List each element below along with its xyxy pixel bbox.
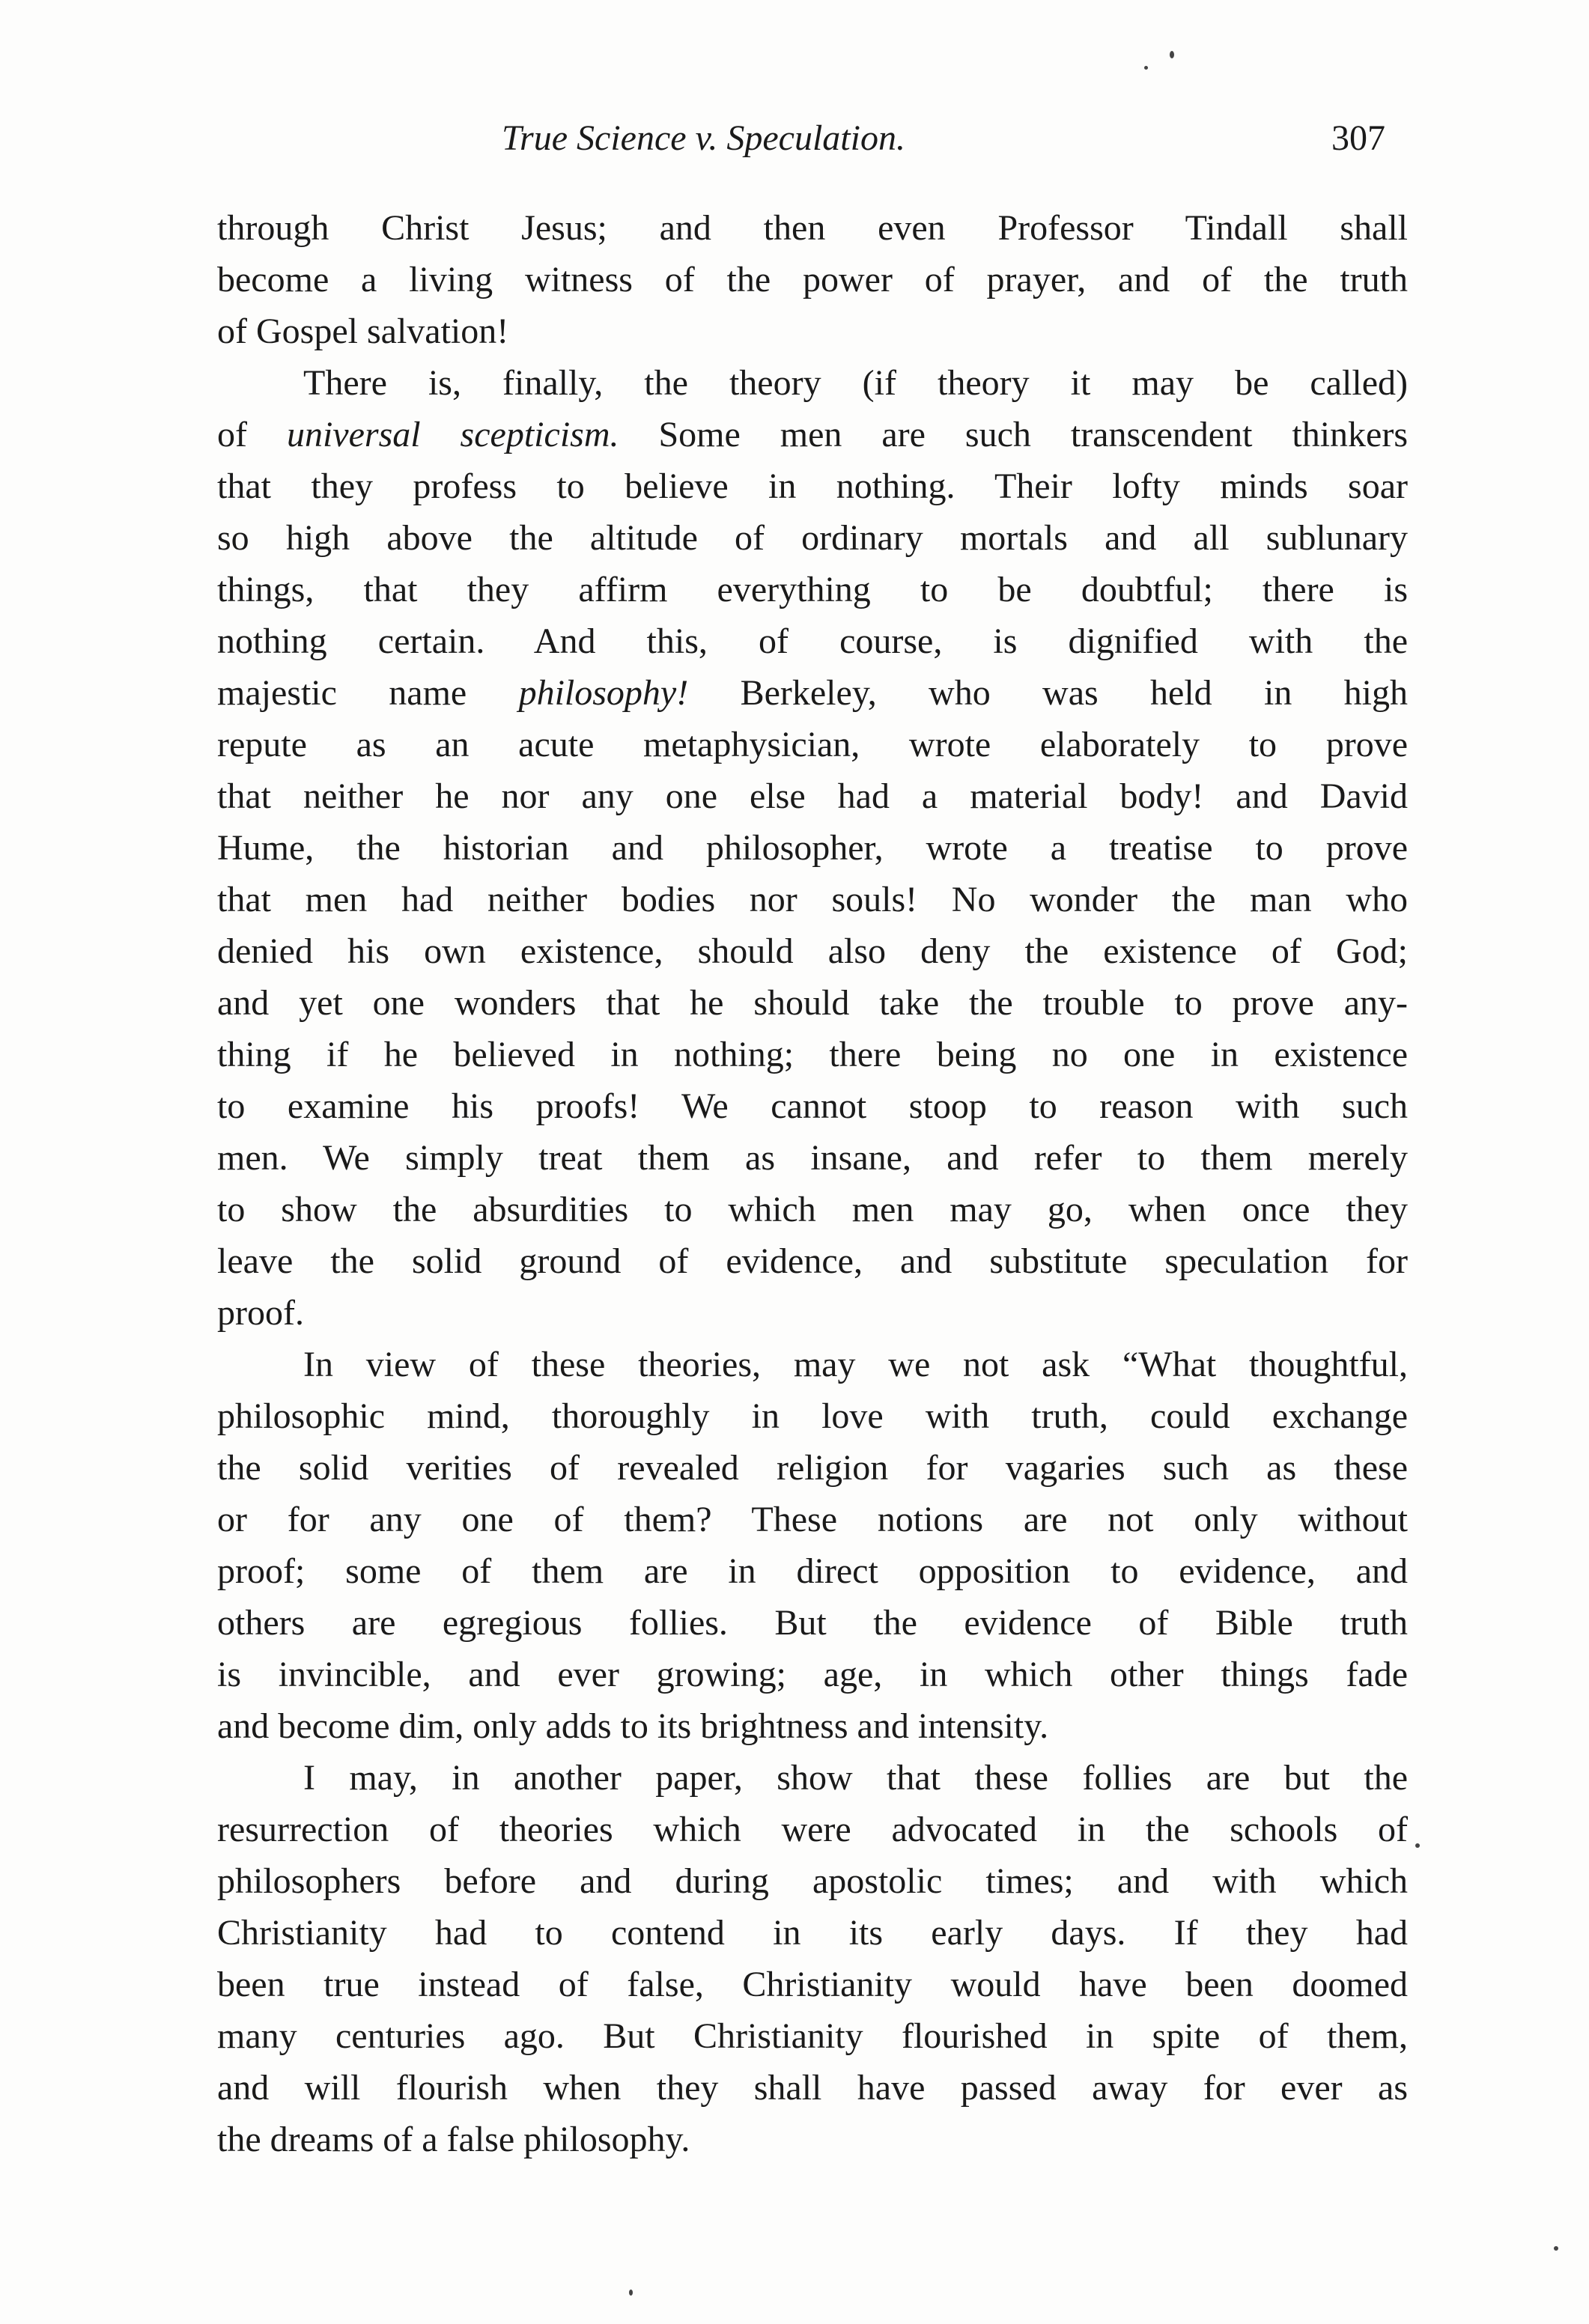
text-line: and yet one wonders that he should take the trouble to prove any-	[217, 983, 1408, 1023]
text-line-with-italic	[217, 667, 1408, 719]
text-line: and become dim, only adds to its brightness and intensity.	[217, 1706, 1049, 1746]
text-line: or for any one of them? These notions are not only without	[217, 1500, 1408, 1539]
text-fragment: of	[217, 415, 247, 454]
text-line: Christianity had to contend in its early days. If they had	[217, 1913, 1408, 1953]
text-line: proof.	[217, 1293, 304, 1333]
italic-term: philosophy!	[518, 673, 689, 713]
text-line: men. We simply treat them as insane, and refer to them merely	[217, 1138, 1408, 1178]
text-line-with-italic	[217, 409, 1408, 460]
text-line: There is, finally, the theory (if theory it may be called)	[303, 363, 1408, 403]
text-line: is invincible, and ever growing; age, in which other things fade	[217, 1655, 1408, 1694]
text-fragment: Some men are such transcendent thinkers	[658, 415, 1409, 454]
text-line: so high above the altitude of ordinary mortals and all sublunary	[217, 518, 1408, 558]
scan-speck	[1415, 1843, 1420, 1848]
text-line: of Gospel salvation!	[217, 311, 509, 351]
text-line: become a living witness of the power of prayer, and of the truth	[217, 260, 1408, 299]
text-line: philosophers before and during apostolic times; and with which	[217, 1861, 1408, 1901]
running-title: True Science v. Speculation.	[502, 118, 905, 158]
text-line: Hume, the historian and philosopher, wrote a treatise to prove	[217, 828, 1408, 868]
text-line: leave the solid ground of evidence, and substitute speculation for	[217, 1241, 1408, 1281]
page-number: 307	[1331, 118, 1385, 158]
text-line: I may, in another paper, show that these follies are but the	[303, 1758, 1408, 1798]
text-line: philosophic mind, thoroughly in love with truth, could exchange	[217, 1396, 1408, 1436]
scan-speck	[1554, 2246, 1558, 2251]
text-line: others are egregious follies. But the evidence of Bible truth	[217, 1603, 1408, 1643]
scan-speck	[1170, 51, 1174, 58]
text-line: repute as an acute metaphysician, wrote elaborately to prove	[217, 725, 1408, 764]
text-fragment: Berkeley, who was held in high	[740, 673, 1409, 713]
text-line: things, that they affirm everything to be doubtful; there is	[217, 570, 1408, 609]
scan-speck	[629, 2290, 633, 2296]
running-head	[217, 112, 1408, 165]
text-line: nothing certain. And this, of course, is dignified with the	[217, 621, 1408, 661]
body-text	[217, 202, 1408, 2165]
text-line: the dreams of a false philosophy.	[217, 2120, 690, 2159]
text-line: through Christ Jesus; and then even Professor Tindall shall	[217, 208, 1408, 248]
text-line: thing if he believed in nothing; there being no one in existence	[217, 1035, 1408, 1074]
text-fragment: majestic name	[217, 673, 467, 713]
text-line: to examine his proofs! We cannot stoop to reason with such	[217, 1086, 1408, 1126]
text-line: that they profess to believe in nothing. Their lofty minds soar	[217, 466, 1408, 506]
text-line: that men had neither bodies nor souls! No wonder the man who	[217, 880, 1408, 919]
italic-term: universal scepticism.	[286, 415, 619, 454]
text-line: been true instead of false, Christianity would have been doomed	[217, 1965, 1408, 2004]
scan-speck	[1144, 66, 1148, 70]
text-line: proof; some of them are in direct opposition to evidence, and	[217, 1551, 1408, 1591]
text-line: the solid verities of revealed religion for vagaries such as these	[217, 1448, 1408, 1488]
text-line: denied his own existence, should also deny the existence of God;	[217, 931, 1408, 971]
text-line: to show the absurdities to which men may go, when once they	[217, 1190, 1408, 1229]
text-line: and will flourish when they shall have passed away for ever as	[217, 2068, 1408, 2108]
text-line: many centuries ago. But Christianity flourished in spite of them,	[217, 2016, 1408, 2056]
text-line: resurrection of theories which were advocated in the schools of	[217, 1810, 1408, 1849]
text-line: In view of these theories, may we not ask “What thoughtful,	[303, 1345, 1408, 1384]
text-line: that neither he nor any one else had a material body! and David	[217, 776, 1408, 816]
